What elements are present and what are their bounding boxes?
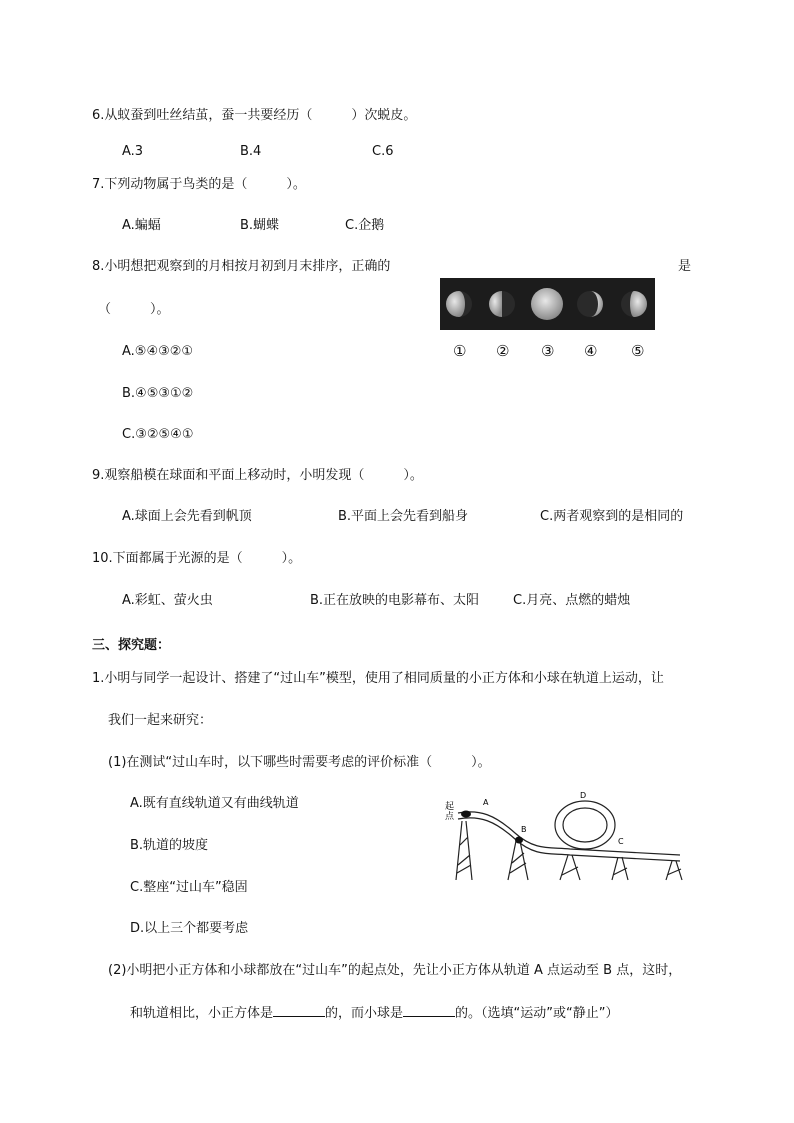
section-3-sub1-stem: (1)在测试“过山车时，以下哪些时需要考虑的评价标准（ ）。 [108,755,491,770]
sub2-text-pre: 和轨道相比，小正方体是 [130,1006,274,1021]
moon-label-4: ④ [584,342,598,360]
coaster-tower-1 [456,821,472,880]
q7-option-a: A.蝙蝠 [122,218,161,233]
section-3-sub1-option-d: D.以上三个都要考虑 [130,921,249,936]
q6-option-a: A.3 [122,144,144,159]
sub2-blank-cube[interactable] [273,1004,325,1017]
q10-option-c: C.月亮、点燃的蜡烛 [513,593,631,608]
q6-option-c: C.6 [372,144,394,159]
coaster-label-d: D [580,791,587,800]
section-3-sub1-option-a: A.既有直线轨道又有曲线轨道 [130,796,299,811]
section-3-sub1-option-b: B.轨道的坡度 [130,838,209,853]
coaster-start-label-1: 起 [445,802,455,812]
q10-option-a: A.彩虹、萤火虫 [122,593,213,608]
coaster-tower-3 [560,855,580,880]
moon-phases-graphic [440,278,655,330]
q8-option-b: B.④⑤③①② [122,386,194,401]
q7-stem: 7.下列动物属于鸟类的是（ ）。 [92,177,306,192]
q7-option-b: B.蝴蝶 [240,218,280,233]
coaster-start-label-2: 点 [445,812,455,822]
coaster-loop-inner [563,808,607,842]
coaster-track-lower [458,818,680,861]
q8-option-a: A.⑤④③②① [122,344,194,359]
q6-stem: 6.从蚁蚕到吐丝结茧，蚕一共要经历（ ）次蜕皮。 [92,108,417,123]
moon-phase-3 [531,288,563,320]
section-3-title: 三、探究题： [92,638,171,653]
moon-label-5: ⑤ [631,342,645,360]
section-3-q1-line-2: 我们一起来研究： [108,713,213,728]
q9-option-c: C.两者观察到的是相同的 [540,509,684,524]
q8-answer-paren: （ ）。 [98,302,170,317]
q9-option-b: B.平面上会先看到船身 [338,509,469,524]
sub2-text-end: 的。（选填“运动”或“静止”） [455,1006,619,1021]
q9-option-a: A.球面上会先看到帆顶 [122,509,252,524]
q9-stem: 9.观察船模在球面和平面上移动时，小明发现（ ）。 [92,468,423,483]
moon-phase-5 [621,291,647,317]
coaster-tower-5 [666,861,682,880]
section-3-q1-line-1: 1.小明与同学一起设计、搭建了“过山车”模型，使用了相同质量的小正方体和小球在轨道上运动，让 [92,671,664,686]
moon-label-3: ③ [541,342,555,360]
section-3-sub1-option-c: C.整座“过山车”稳固 [130,880,248,895]
q6-option-b: B.4 [240,144,262,159]
coaster-label-b: B [521,825,527,834]
moon-phase-4 [577,291,603,317]
moon-phase-1 [446,291,472,317]
q7-option-c: C.企鹅 [345,218,385,233]
moon-phases-image [440,278,655,330]
section-3-sub2-line-1: (2)小明把小正方体和小球都放在“过山车”的起点处，先让小正方体从轨道 A 点运动至 B 点，这时， [108,963,682,978]
moon-label-2: ② [496,342,510,360]
moon-phase-2 [489,291,515,317]
coaster-label-c: C [618,837,624,846]
sub2-blank-ball[interactable] [403,1004,455,1017]
moon-label-1: ① [453,342,467,360]
sub2-text-mid: 的，而小球是 [325,1006,404,1021]
q10-option-b: B.正在放映的电影幕布、太阳 [310,593,480,608]
q8-stem-end: 是 [678,259,692,274]
section-3-sub2-line-2 [130,1004,618,1022]
q8-option-c: C.③②⑤④① [122,427,194,442]
q8-stem: 8.小明想把观察到的月相按月初到月末排序，正确的 [92,259,391,274]
coaster-cube-object [461,811,471,818]
q10-stem: 10.下面都属于光源的是（ ）。 [92,551,302,566]
coaster-tower-4 [612,857,628,880]
coaster-label-a: A [483,798,489,807]
coaster-track-upper [458,812,680,855]
coaster-ball-object [515,837,523,844]
roller-coaster-diagram [440,785,685,885]
